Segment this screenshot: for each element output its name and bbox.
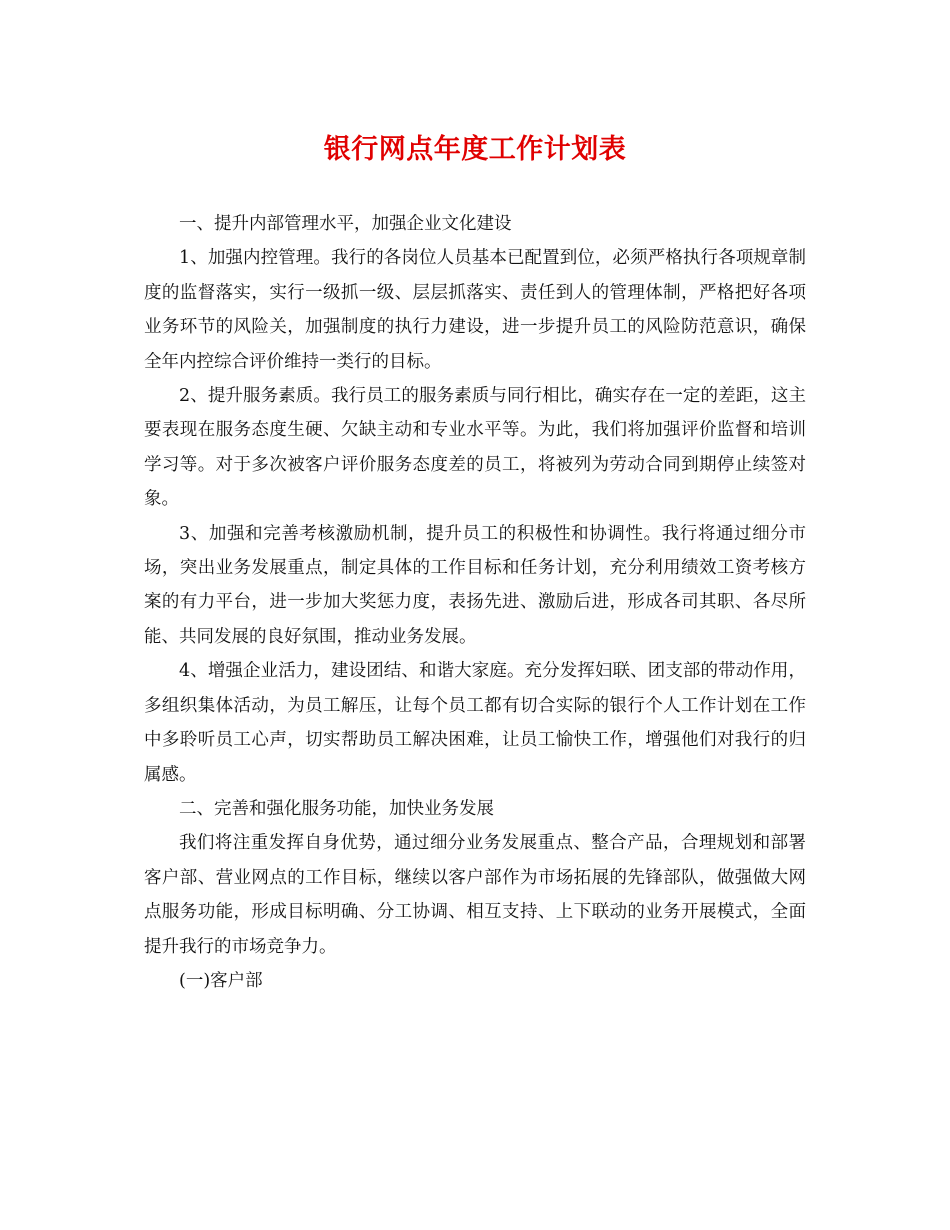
paragraph-service-quality: 2、提升服务素质。我行员工的服务素质与同行相比，确实存在一定的差距，这主要表现在服务态度生硬、欠缺主动和专业水平等。为此，我们将加强评价监督和培训学习等。对于多次被客户评价服务态度差的员工，将被列为劳动合同到期停止续签对象。 — [144, 386, 806, 510]
section-heading-2: 二、完善和强化服务功能，加快业务发展 — [179, 798, 494, 819]
paragraph-internal-control: 1、加强内控管理。我行的各岗位人员基本已配置到位，必须严格执行各项规章制度的监督落实，实行一级抓一级、层层抓落实、责任到人的管理体制，严格把好各项业务环节的风险关，加强制度的执行力建设，进一步提升员工的风险防范意识，确保全年内控综合评价维持一类行的目标。 — [144, 248, 806, 372]
paragraph-business-development: 我们将注重发挥自身优势，通过细分业务发展重点、整合产品，合理规划和部署客户部、营业网点的工作目标，继续以客户部作为市场拓展的先锋部队，做强做大网点服务功能，形成目标明确、分工协调、相互支持、上下联动的业务开展模式，全面提升我行的市场竞争力。 — [144, 833, 806, 957]
paragraph-enterprise-vitality: 4、增强企业活力，建设团结、和谐大家庭。充分发挥妇联、团支部的带动作用，多组织集体活动，为员工解压，让每个员工都有切合实际的银行个人工作计划在工作中多聆听员工心声，切实帮助员工解决困难，让员工愉快工作，增强他们对我行的归属感。 — [144, 661, 806, 785]
document-title: 银行网点年度工作计划表 — [323, 134, 627, 165]
section-heading-1: 一、提升内部管理水平，加强企业文化建设 — [179, 214, 512, 234]
document-body — [144, 207, 806, 998]
subsection-heading-customer-dept: (一)客户部 — [179, 970, 263, 991]
paragraph-incentive-mechanism: 3、加强和完善考核激励机制，提升员工的积极性和协调性。我行将通过细分市场，突出业务发展重点，制定具体的工作目标和任务计划，充分利用绩效工资考核方案的有力平台，进一步加大奖惩力度，表扬先进、激励后进，形成各司其职、各尽所能、共同发展的良好氛围，推动业务发展。 — [144, 523, 806, 647]
